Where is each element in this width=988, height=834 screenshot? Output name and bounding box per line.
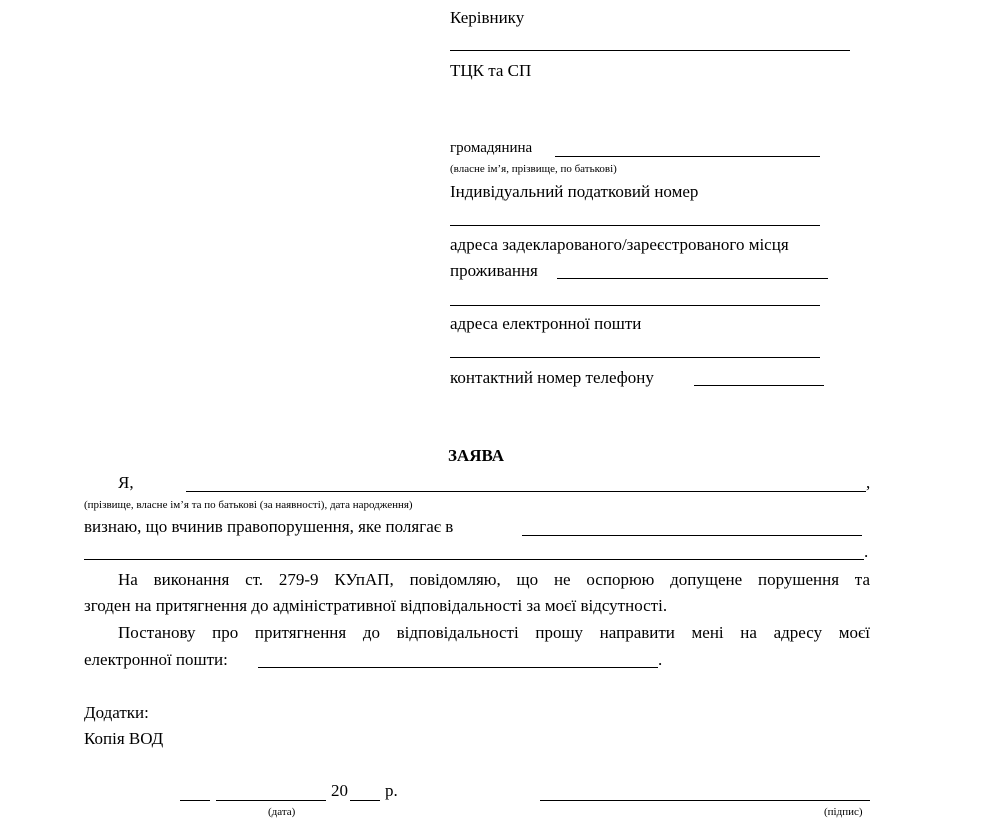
admit-text: визнаю, що вчинив правопорушення, яке полягає в [84, 517, 454, 536]
tax-id-line[interactable] [450, 225, 820, 226]
paragraph2-end: . [658, 650, 663, 669]
offence-line2[interactable] [84, 559, 864, 560]
i-label: Я, [118, 473, 134, 492]
address-label-line2: проживання [450, 261, 538, 280]
paragraph2-line2-prefix: електронної пошти: [84, 650, 228, 669]
email-label: адреса електронної пошти [450, 314, 642, 333]
address-label-line1: адреса задекларованого/зареєстрованого місця [450, 235, 789, 254]
phone-line[interactable] [694, 385, 824, 386]
citizen-name-hint: (власне ім’я, прізвище, по батькові) [450, 163, 617, 175]
statement-title: ЗАЯВА [447, 446, 505, 465]
paragraph1-line2: згоден на притягнення до адміністративної відповідальності за моєї відсутності. [84, 596, 668, 615]
phone-label: контактний номер телефону [450, 368, 654, 387]
address-line1[interactable] [557, 278, 828, 279]
tax-id-label: Індивідуальний податковий номер [450, 182, 699, 201]
recipient-line1: Керівнику [450, 8, 525, 27]
email-address-line[interactable] [258, 667, 658, 668]
email-line[interactable] [450, 357, 820, 358]
signature-line[interactable] [540, 800, 870, 801]
address-line2[interactable] [450, 305, 820, 306]
recipient-unit-line[interactable] [450, 50, 850, 51]
citizen-name-line[interactable] [555, 156, 820, 157]
attachments-label: Додатки: [84, 703, 149, 722]
paragraph2-line1: Постанову про притягнення до відповідальності прошу направити мені на адресу моєї [118, 623, 870, 642]
name-line-comma: , [866, 473, 871, 492]
name-dob-hint: (прізвище, власне ім’я та по батькові (за наявності), дата народження) [84, 499, 413, 511]
offence-period: . [864, 542, 869, 561]
attachment-item-1: Копія ВОД [84, 729, 164, 748]
date-hint: (дата) [268, 806, 296, 818]
year-prefix: 20 [331, 781, 348, 800]
date-month-line[interactable] [216, 800, 326, 801]
paragraph1-line1: На виконання ст. 279-9 КУпАП, повідомляю, що не оспорюю допущене порушення та [118, 570, 870, 589]
citizen-label: громадянина [450, 140, 533, 156]
year-suffix: р. [385, 781, 398, 800]
recipient-line2: ТЦК та СП [450, 61, 532, 80]
year-line[interactable] [350, 800, 380, 801]
offence-line1[interactable] [522, 535, 862, 536]
applicant-full-name-line[interactable] [186, 491, 866, 492]
signature-hint: (підпис) [824, 806, 863, 818]
date-day-line[interactable] [180, 800, 210, 801]
